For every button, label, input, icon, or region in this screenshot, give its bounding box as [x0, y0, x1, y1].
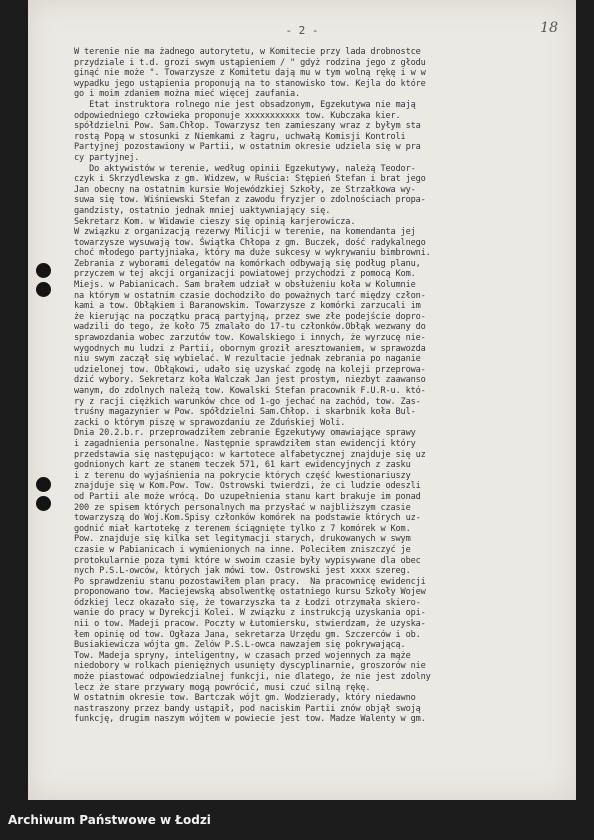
text-line: sprawozdania wobec zarzutów tow. Kowalskiego i innych, że wyrzucę nie- [74, 333, 426, 344]
text-line: i zagadnienia personalne. Następnie sprawdziłem stan ewidencji który [74, 438, 416, 449]
text-line: gandzisty, ostatnio jednak mniej uaktywniający się. [74, 205, 331, 216]
text-line: Sekretarz Kom. w Widawie cieszy się opinią karjerowicza. [74, 216, 356, 227]
text-line: Po sprawdzeniu stanu pozostawiłem plan pracy. Na pracownicę ewidencji [74, 576, 426, 587]
text-line: niu swym zaczął się wybielać. W rezultacie jednak zebrania po naganie [74, 354, 421, 365]
text-line: czyk i Skrzydlewska z gm. Widzew, w Ruścia: Stępień Stefan i brat jego [74, 174, 426, 185]
text-line: ginąć nie może ". Towarzysze z Komitetu dają mu w tym wolną rękę i w w [74, 68, 426, 79]
text-line: Tow. Madeja spryny, inteligentny, w czasach przed wojennych za mąże [74, 650, 411, 661]
text-line: godnionych kart ze stanem teczek 571, 61 kart ewidencyjnych z zasku [74, 460, 411, 471]
text-line: ry z racji ciężkich warunków chce od 1-go jechać na zachód, tow. Zas- [74, 396, 421, 407]
text-line: towarzysze wysuwają tow. Świątka Chłopa z gm. Buczek, dość radykalnego [74, 237, 426, 248]
text-line: protokularnie poza tymi które w swoim czasie były wypisywane dla obec [74, 555, 421, 566]
text-line: cy partyjnej. [74, 152, 140, 163]
text-line: Zebrania z wyborami delegatów na komórkach odbywają się podług planu, [74, 258, 421, 269]
text-line: łem opinię od tow. Ogłaza Jana, sekretarza Urzędu gm. Szczerców i ob. [74, 629, 421, 640]
text-line: może piastować odpowiedzialnej funkcji, nie dlatego, że nie jest zdolny [74, 672, 431, 683]
document-page [28, 0, 576, 800]
text-line: rostą Popą w stosunki z Niemkami z łagru, uchwałą Komisji Kontroli [74, 131, 406, 142]
text-line: ódzkiej lecz okazało się, że towarzyszka ta z Łodzi otrzymała skiero- [74, 597, 421, 608]
text-line: go i moim zdaniem można mieć więcej zaufania. [74, 89, 301, 100]
text-line: nii o tow. Madeji pracow. Poczty w Łutomiersku, stwierdzam, że uzyska- [74, 619, 426, 630]
text-line: wygodnych mu ludzi z Partii, obornym groził aresztowaniem, w sprawozda [74, 343, 426, 354]
text-line: dzić wybory. Sekretarz koła Walczak Jan jest prostym, niezbyt zaawanso [74, 375, 426, 386]
text-line: udzielonej tow. Obłąkowi, udało się uzyskać zgodę na koleji przeprowa- [74, 364, 426, 375]
text-line: nych P.S.L-owców, których jak mówi tow. Ostrowski jest xxxx szereg. [74, 566, 411, 577]
text-line: Busiakiewicza wójta gm. Zelów P.S.L-owca nawzajem się pokrywającą. [74, 640, 406, 651]
punch-hole [36, 496, 51, 511]
text-line: kami a tow. Obłąkiem i Baranowskim. Towarzysze z komórki zarzucali im [74, 301, 421, 312]
text-line: choć młodego partyjniaka, który ma duże sukcesy w wykrywaniu bimbrowni. [74, 248, 431, 259]
text-line: od Partii ale może wrócą. Do uzupełnienia stanu kart brakuje im ponad [74, 491, 421, 502]
text-line: i z terenu do wyjaśnienia na pokrycie których część kwestionariuszy [74, 470, 411, 481]
document-body [74, 47, 572, 725]
text-line: przydziale i t.d. grozi swym ustąpieniem / " gdyż rodzina jego z głodu [74, 57, 426, 68]
text-line: Partyjnej pozostawiony w Partii, w ostatnim okresie udziela się w pra [74, 142, 421, 153]
text-line: przyczem w tej akcji organizacji powiatowej przychodzi z pomocą Kom. [74, 269, 416, 280]
text-line: wanym, do zdolnych należą tow. Kowalski Stefan pracownik F.U.R-u. któ- [74, 386, 426, 396]
text-line: przedstawia się następująco: w kartotece alfabetycznej znajduje się uz [74, 449, 426, 460]
text-line: wypadku jego ustąpienia proponują na to stanowisko tow. Kejla do które [74, 78, 426, 89]
text-line: W terenie nie ma żadnego autorytetu, w Komitecie przy lada drobnostce [74, 47, 421, 57]
text-line: lecz że stare przywary mogą powrócić, musi czuć silną rękę. [74, 682, 371, 693]
text-line: Dnia 20.2.b.r. przeprowadziłem zebranie Egzekutywy omawiające sprawy [74, 428, 416, 439]
text-line: zacki o którym piszę w sprawozdaniu ze Zduńskiej Woli. [74, 417, 346, 428]
text-line: wanie do pracy w Dyrekcji Kolei. W związku z instrukcją uzyskania opi- [74, 608, 426, 619]
text-line: suwa się tow. Wiśniewski Stefan z zawodu fryzjer o zdolnościach propa- [74, 195, 426, 206]
text-line: godnić miał kartotekę z terenem ściągnięte tylko z 7 komórek w Kom. [74, 523, 411, 534]
folio-number: 18 [540, 20, 558, 36]
punch-hole [36, 282, 51, 297]
text-line: 200 ze spisem których personalnych ma przysłać w najbliższym czasie [74, 502, 411, 513]
text-line: niedobory w rolkach pieniężnych usunięty dyscyplinarnie, groszorów nie [74, 661, 426, 672]
text-line: Jan obecny na ostatnim kursie Wojewódzkiej Szkoły, ze Strzałkowa wy- [74, 184, 416, 195]
text-line: Etat instruktora rolnego nie jest obsadzonym, Egzekutywa nie mają [74, 99, 416, 110]
page-number: - 2 - [285, 24, 319, 37]
text-line: proponowano tow. Maciejewską absolwentkę ostatniego kursu Szkoły Wojew [74, 587, 426, 598]
text-line: W ostatnim okresie tow. Bartczak wójt gm. Wodzierady, który niedawno [74, 693, 416, 704]
punch-hole [36, 477, 51, 492]
text-line: truśny magazynier w Pow. spółdzielni Sam.Chłop. i skarbnik koła Bul- [74, 407, 416, 418]
text-line: znajduje się w Kom.Pow. Tow. Ostrowski twierdzi, że ci ludzie odeszli [74, 481, 421, 492]
text-line: Miejs. w Pabianicach. Sam brałem udział w obsłużeniu koła w Kolumnie [74, 280, 416, 291]
text-line: W związku z organizacją rezerwy Milicji w terenie, na komendanta jej [74, 227, 416, 238]
text-line: Do aktywistów w terenie, według opinii Egzekutywy, należą Teodor- [74, 163, 416, 174]
text-line: spółdzielni Pow. Sam.Chłop. Towarzysz ten zamieszany wraz z byłym sta [74, 121, 421, 132]
text-line: Pow. znajduje się kilka set legitymacji starych, drukowanych w swym [74, 534, 411, 545]
text-line: że kierując na początku pracą partyjną, przez swe złe podejście dopro- [74, 311, 426, 322]
text-line: wadzili do tego, że koło 75 zmalało do 17-tu członków.Obłąk wezwany do [74, 322, 426, 333]
text-line: na którym w ostatnim czasie dochodziło do poważnych tarć między człon- [74, 290, 426, 301]
archive-name: Archiwum Państwowe w Łodzi [8, 813, 211, 827]
text-line: nastraszony przez bandy ustąpił, pod naciskim Partii znów objął swoją [74, 703, 421, 714]
text-line: odpowiedniego człowieka proponuje xxxxxxxxxxx tow. Kubczaka kier. [74, 110, 401, 121]
punch-hole [36, 263, 51, 278]
text-line: czasie w Pabianicach i wymienionych na inne. Poleciłem zniszczyć je [74, 544, 411, 555]
text-line: funkcję, drugim naszym wójtem w powiecie jest tow. Madze Walenty w gm. [74, 714, 426, 725]
text-line: towarzyszą do Woj.Kom.Spisy członków komórek na podstawie których uz- [74, 513, 421, 524]
footer-bar [0, 800, 594, 840]
